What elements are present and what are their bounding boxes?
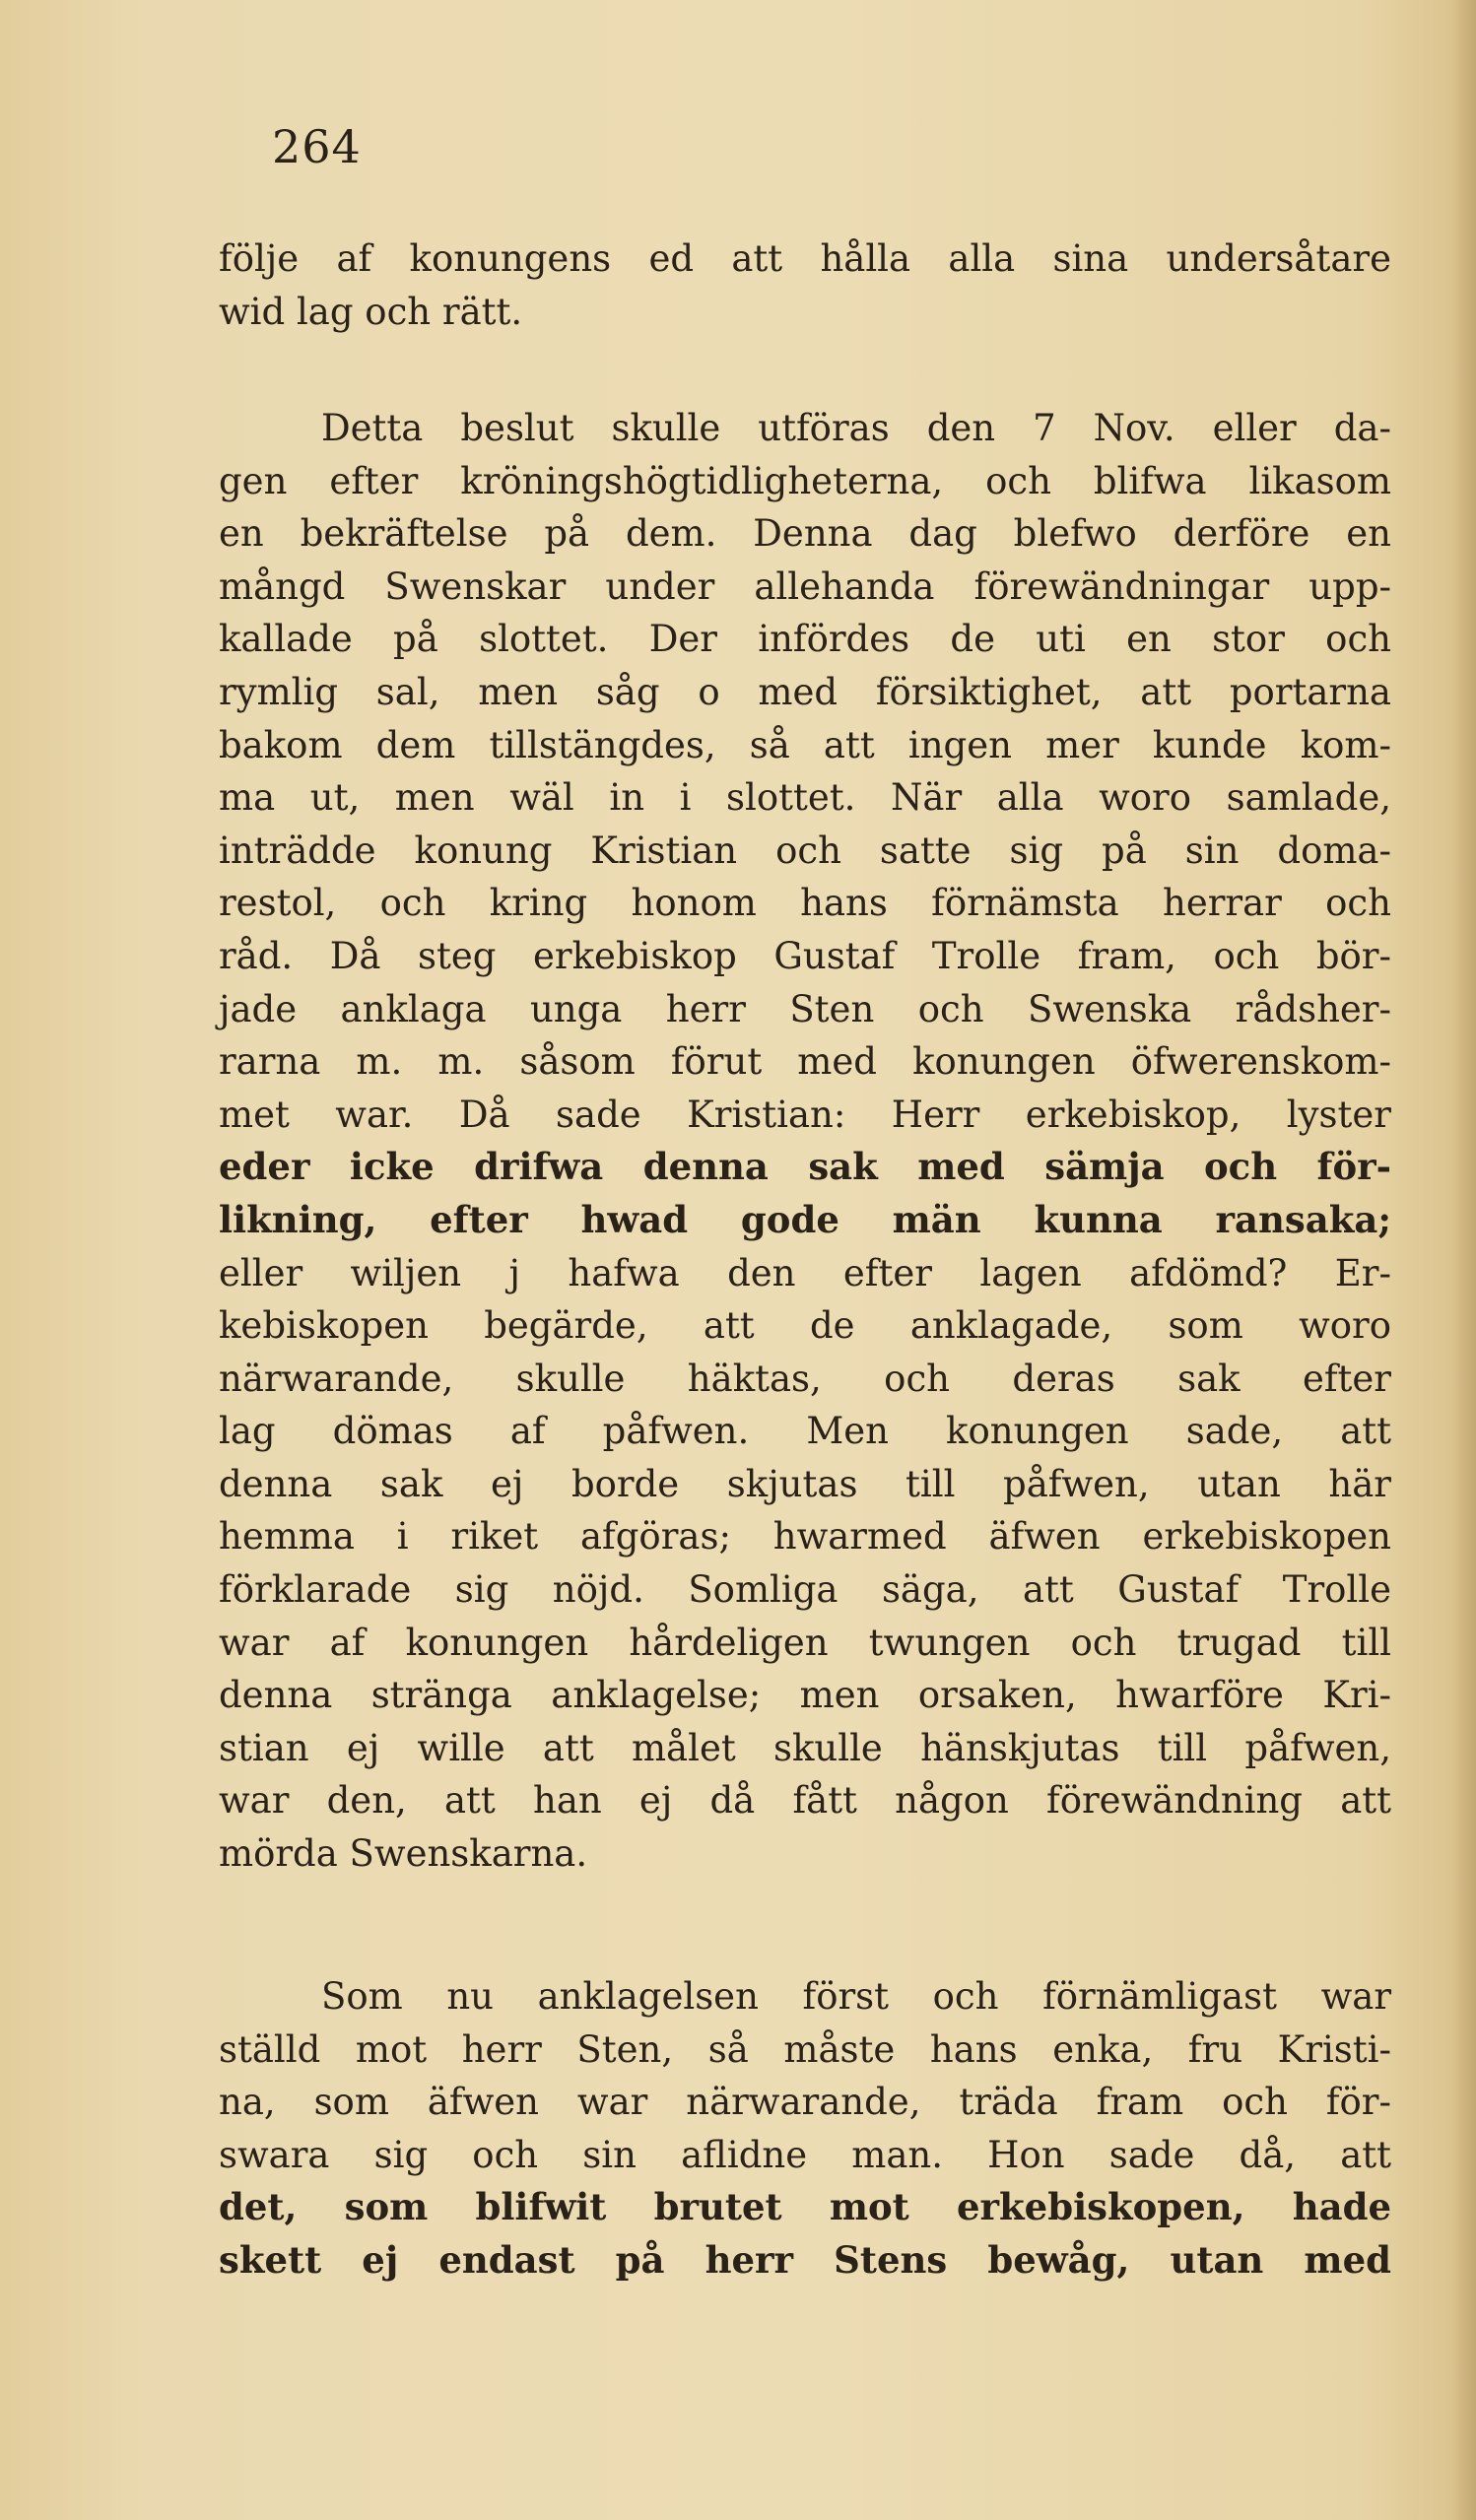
text-line: skett ej endast på herr Stens bewåg, utan med <box>219 2237 1391 2282</box>
text-line: mångd Swenskar under allehanda förewändningar upp- <box>219 564 1391 608</box>
paragraph-1 <box>219 232 1391 338</box>
text-line: det, som blifwit brutet mot erkebiskopen, hade <box>219 2185 1391 2229</box>
text-line: stian ej wille att målet skulle hänskjutas till påfwen, <box>219 1726 1391 1769</box>
text-line: jade anklaga unga herr Sten och Swenska rådsher- <box>219 987 1391 1030</box>
text-line: war af konungen hårdeligen twungen och trugad till <box>219 1621 1391 1664</box>
text-line: bakom dem tillstängdes, så att ingen mer kunde kom- <box>219 723 1391 766</box>
text-line: denna stränga anklagelse; men orsaken, hwarföre Kri- <box>219 1674 1391 1717</box>
text-line: kallade på slottet. Der infördes de uti en stor och <box>219 618 1391 661</box>
text-line: en bekräftelse på dem. Denna dag blefwo derföre en <box>219 512 1391 556</box>
text-line: eller wiljen j hafwa den efter lagen afdömd? Er- <box>219 1251 1391 1294</box>
text-line: gen efter kröningshögtidligheterna, och blifwa likasom <box>219 459 1391 502</box>
text-line: kebiskopen begärde, att de anklagade, som woro <box>219 1304 1391 1348</box>
text-line: råd. Då steg erkebiskop Gustaf Trolle fram, och bör- <box>219 934 1391 977</box>
text-line: lag dömas af påfwen. Men konungen sade, att <box>219 1410 1391 1453</box>
text-line: wid lag och rätt. <box>219 290 523 333</box>
text-line: närwarande, skulle häktas, och deras sak efter <box>219 1357 1391 1400</box>
text-line: följe af konungens ed att hålla alla sina undersåtare <box>219 237 1391 280</box>
text-line: likning, efter hwad gode män kunna ransaka; <box>219 1197 1391 1241</box>
text-line: Som nu anklagelsen först och förnämligast war <box>321 1975 1391 2018</box>
text-line: inträdde konung Kristian och satte sig på sin doma- <box>219 829 1391 872</box>
text-line: na, som äfwen war närwarande, träda fram och för- <box>219 2081 1391 2124</box>
text-line: ma ut, men wäl in i slottet. När alla woro samlade, <box>219 776 1391 820</box>
paragraph-2 <box>219 402 1391 1881</box>
text-line: hemma i riket afgöras; hwarmed äfwen erkebiskopen <box>219 1515 1391 1558</box>
text-line: rarna m. m. såsom förut med konungen öfwerenskom- <box>219 1040 1391 1084</box>
text-line: eder icke drifwa denna sak med sämja och för- <box>219 1145 1391 1189</box>
text-line: war den, att han ej då fått någon förewändning att <box>219 1779 1391 1823</box>
text-line: met war. Då sade Kristian: Herr erkebiskop, lyster <box>219 1093 1391 1136</box>
text-line: ställd mot herr Sten, så måste hans enka, fru Kristi- <box>219 2027 1391 2071</box>
text-line: denna sak ej borde skjutas till påfwen, utan här <box>219 1462 1391 1505</box>
page-number: 264 <box>272 120 362 173</box>
text-line: Detta beslut skulle utföras den 7 Nov. eller da- <box>321 407 1391 449</box>
text-line: swara sig och sin aflidne man. Hon sade då, att <box>219 2133 1391 2176</box>
text-line: mörda Swenskarna. <box>219 1832 588 1876</box>
text-line: rymlig sal, men såg o med försiktighet, att portarna <box>219 670 1391 713</box>
text-line: restol, och kring honom hans förnämsta herrar och <box>219 882 1391 925</box>
paragraph-3 <box>219 1970 1391 2288</box>
text-line: förklarade sig nöjd. Somliga säga, att Gustaf Trolle <box>219 1568 1391 1612</box>
page-edge-shadow <box>1450 0 1476 2520</box>
